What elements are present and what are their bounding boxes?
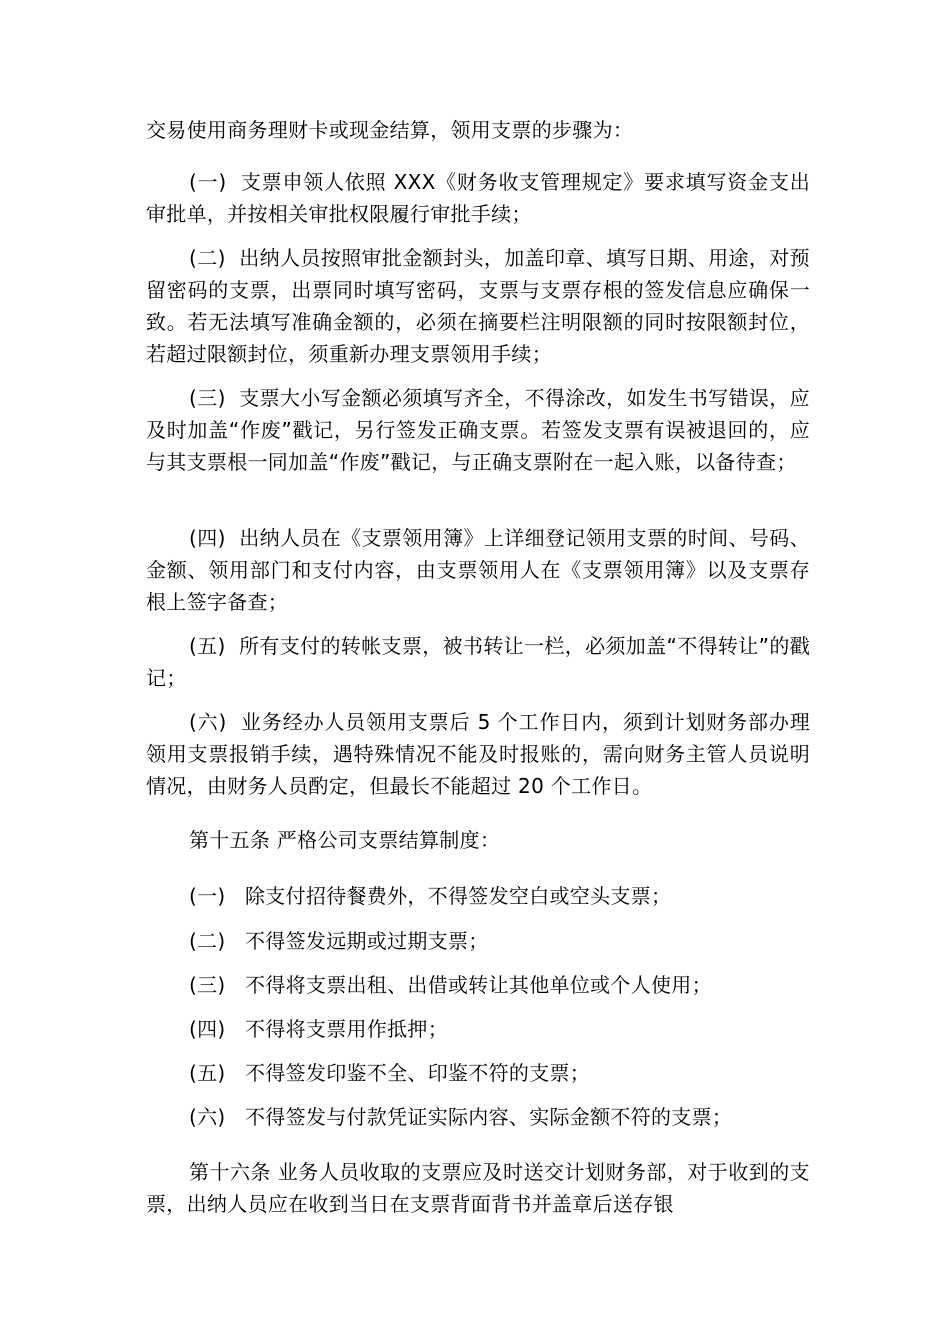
rule-2-text: 不得签发远期或过期支票； — [245, 929, 489, 953]
step-3 — [146, 382, 810, 478]
rule-6 — [189, 1101, 732, 1133]
rule-3 — [189, 969, 712, 1001]
rule-5-number: (五) — [189, 1061, 226, 1085]
rule-6-text: 不得签发与付款凭证实际内容、实际金额不符的支票； — [245, 1105, 733, 1129]
rule-3-number: (三) — [189, 973, 226, 997]
rule-5-text: 不得签发印鉴不全、印鉴不符的支票； — [245, 1061, 591, 1085]
step-5-number: (五) — [189, 634, 226, 658]
step-4 — [146, 522, 810, 618]
step-2-number: (二) — [189, 246, 226, 270]
article-15-title: 第十五条 严格公司支票结算制度： — [189, 828, 501, 852]
step-4-text: 出纳人员在《支票领用簿》上详细登记领用支票的时间、号码、金额、领用部门和支付内容，由支票领用人在《支票领用簿》以及支票存根上签字备查； — [146, 526, 810, 614]
intro-paragraph: 交易使用商务理财卡或现金结算，领用支票的步骤为： — [146, 118, 634, 142]
step-1 — [146, 166, 810, 230]
step-2-text: 出纳人员按照审批金额封头，加盖印章、填写日期、用途，对预留密码的支票，出票同时填写密码，支票与支票存根的签发信息应确保一致。若无法填写准确金额的，必须在摘要栏注明限额的同时按限额封位，若超过限额封位，须重新办理支票领用手续； — [146, 246, 810, 366]
step-2 — [146, 242, 810, 370]
step-1-text: 支票申领人依照 XXX《财务收支管理规定》要求填写资金支出审批单，并按相关审批权限履行审批手续； — [146, 170, 810, 226]
rule-6-number: (六) — [189, 1105, 226, 1129]
rule-4-number: (四) — [189, 1017, 226, 1041]
rule-1 — [189, 880, 671, 912]
step-5-text: 所有支付的转帐支票，被书转让一栏，必须加盖“不得转让”的戳记； — [146, 634, 811, 690]
rule-1-text: 除支付招待餐费外，不得签发空白或空头支票； — [245, 884, 672, 908]
rule-1-number: (一) — [189, 884, 226, 908]
step-1-number: (一) — [189, 170, 227, 194]
article-16-paragraph: 第十六条 业务人员收取的支票应及时送交计划财务部，对于收到的支票，出纳人员应在收到当日在支票背面背书并盖章后送存银 — [146, 1160, 810, 1216]
rule-2-number: (二) — [189, 929, 226, 953]
step-5 — [146, 630, 810, 694]
step-4-number: (四) — [189, 526, 226, 550]
step-3-text: 支票大小写金额必须填写齐全，不得涂改，如发生书写错误，应及时加盖“作废”戳记，另行签发正确支票。若签发支票有误被退回的，应与其支票根一同加盖“作废”戳记，与正确支票附在一起入账，以备待查； — [146, 386, 810, 474]
rule-4-text: 不得将支票用作抵押； — [245, 1017, 448, 1041]
step-6-text: 业务经办人员领用支票后 5 个工作日内，须到计划财务部办理领用支票报销手续，遇特殊情况不能及时报账的，需向财务主管人员说明情况，由财务人员酌定，但最长不能超过 20 个工作日。 — [146, 710, 810, 798]
rule-2 — [189, 925, 489, 957]
step-6-number: (六) — [189, 710, 227, 734]
step-6 — [146, 706, 810, 802]
rule-5 — [189, 1057, 590, 1089]
step-3-number: (三) — [189, 386, 226, 410]
rule-4 — [189, 1013, 448, 1045]
rule-3-text: 不得将支票出租、出借或转让其他单位或个人使用； — [245, 973, 712, 997]
